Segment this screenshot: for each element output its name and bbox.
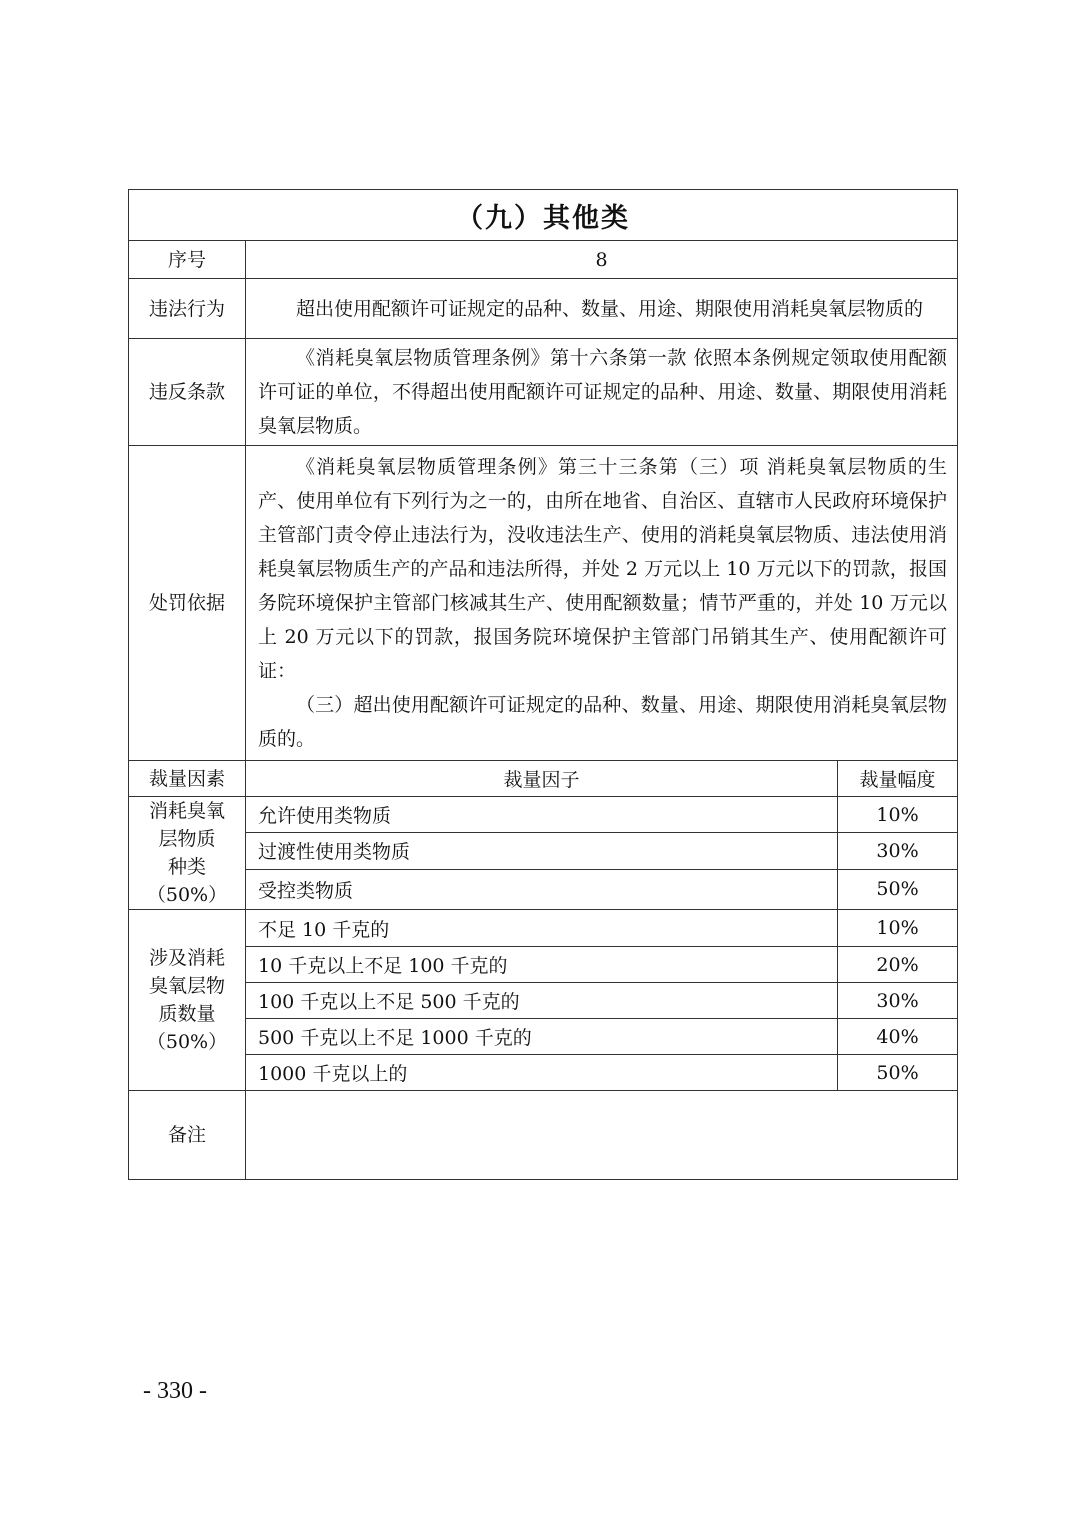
factor-cell: 不足 10 千克的	[246, 910, 838, 947]
group-label-line: 臭氧层物	[148, 975, 225, 997]
penalty-basis-paragraph: （三）超出使用配额许可证规定的品种、数量、用途、期限使用消耗臭氧层物质的。	[258, 694, 948, 750]
violation-row	[129, 279, 958, 339]
group-label-line: 消耗臭氧	[148, 800, 225, 822]
factor-cell: 500 千克以上不足 1000 千克的	[246, 1019, 838, 1055]
violated-clause-label: 违反条款	[129, 339, 246, 446]
violation-text-cell	[246, 279, 958, 339]
range-cell: 40%	[838, 1019, 958, 1055]
table-row	[129, 833, 958, 869]
group-label-line: 涉及消耗	[148, 947, 225, 969]
group-label-substance-type	[129, 797, 246, 910]
range-cell: 50%	[838, 869, 958, 909]
violation-label: 违法行为	[129, 279, 246, 339]
factor-cell: 过渡性使用类物质	[246, 833, 838, 869]
discretion-header-row	[129, 761, 958, 797]
penalty-basis-paragraph: 《消耗臭氧层物质管理条例》第三十三条第（三）项 消耗臭氧层物质的生产、使用单位有下列行为之一的，由所在地省、自治区、直辖市人民政府环境保护主管部门责令停止违法行为，没收违法生产、使用的消耗臭氧层物质、违法使用消耗臭氧层物质生产的产品和违法所得，并处 2 万元以上 10 万元以下的罚款，报国务院环境保护主管部门核减其生产、使用配额数量；情节严重的，并处 10 万元以上 20 万元以下的罚款，报国务院环境保护主管部门吊销其生产、使用配额许可证：	[258, 456, 948, 682]
group-label-line: 质数量	[158, 1003, 216, 1025]
group-label-line: （50%）	[146, 1031, 228, 1053]
header-item: 裁量因子	[246, 761, 838, 797]
serial-row	[129, 241, 958, 279]
violation-text: 超出使用配额许可证规定的品种、数量、用途、期限使用消耗臭氧层物质的	[296, 297, 924, 320]
factor-cell: 1000 千克以上的	[246, 1055, 838, 1091]
range-cell: 10%	[838, 910, 958, 947]
range-cell: 10%	[838, 797, 958, 833]
range-cell: 30%	[838, 833, 958, 869]
remarks-row	[129, 1091, 958, 1180]
group-label-line: 层物质	[158, 828, 216, 850]
remarks-value	[246, 1091, 958, 1180]
table-row	[129, 869, 958, 909]
table-row	[129, 797, 958, 833]
group-label-quantity	[129, 910, 246, 1091]
violated-clause-row	[129, 339, 958, 446]
remarks-label: 备注	[129, 1091, 246, 1180]
violated-clause-text: 《消耗臭氧层物质管理条例》第十六条第一款 依照本条例规定领取使用配额许可证的单位，不得超出使用配额许可证规定的品种、用途、数量、期限使用消耗臭氧层物质。	[258, 347, 948, 437]
table-row	[129, 1055, 958, 1091]
table-row	[129, 1019, 958, 1055]
penalty-basis-label: 处罚依据	[129, 446, 246, 761]
violated-clause-text-cell	[246, 339, 958, 446]
serial-value: 8	[246, 241, 958, 279]
table-row	[129, 947, 958, 983]
factor-cell: 10 千克以上不足 100 千克的	[246, 947, 838, 983]
header-factor: 裁量因素	[129, 761, 246, 797]
penalty-basis-text-cell	[246, 446, 958, 761]
table-row	[129, 983, 958, 1019]
range-cell: 20%	[838, 947, 958, 983]
header-range: 裁量幅度	[838, 761, 958, 797]
factor-cell: 100 千克以上不足 500 千克的	[246, 983, 838, 1019]
penalty-basis-row	[129, 446, 958, 761]
range-cell: 30%	[838, 983, 958, 1019]
table-row	[129, 910, 958, 947]
group-label-line: （50%）	[146, 884, 228, 906]
factor-cell: 受控类物质	[246, 869, 838, 909]
group-label-line: 种类	[167, 856, 206, 878]
section-title-row	[129, 190, 958, 241]
page-number: - 330 -	[143, 1378, 207, 1404]
penalty-discretion-table	[128, 189, 958, 1180]
factor-cell: 允许使用类物质	[246, 797, 838, 833]
serial-label: 序号	[129, 241, 246, 279]
section-title: （九）其他类	[129, 190, 958, 241]
range-cell: 50%	[838, 1055, 958, 1091]
